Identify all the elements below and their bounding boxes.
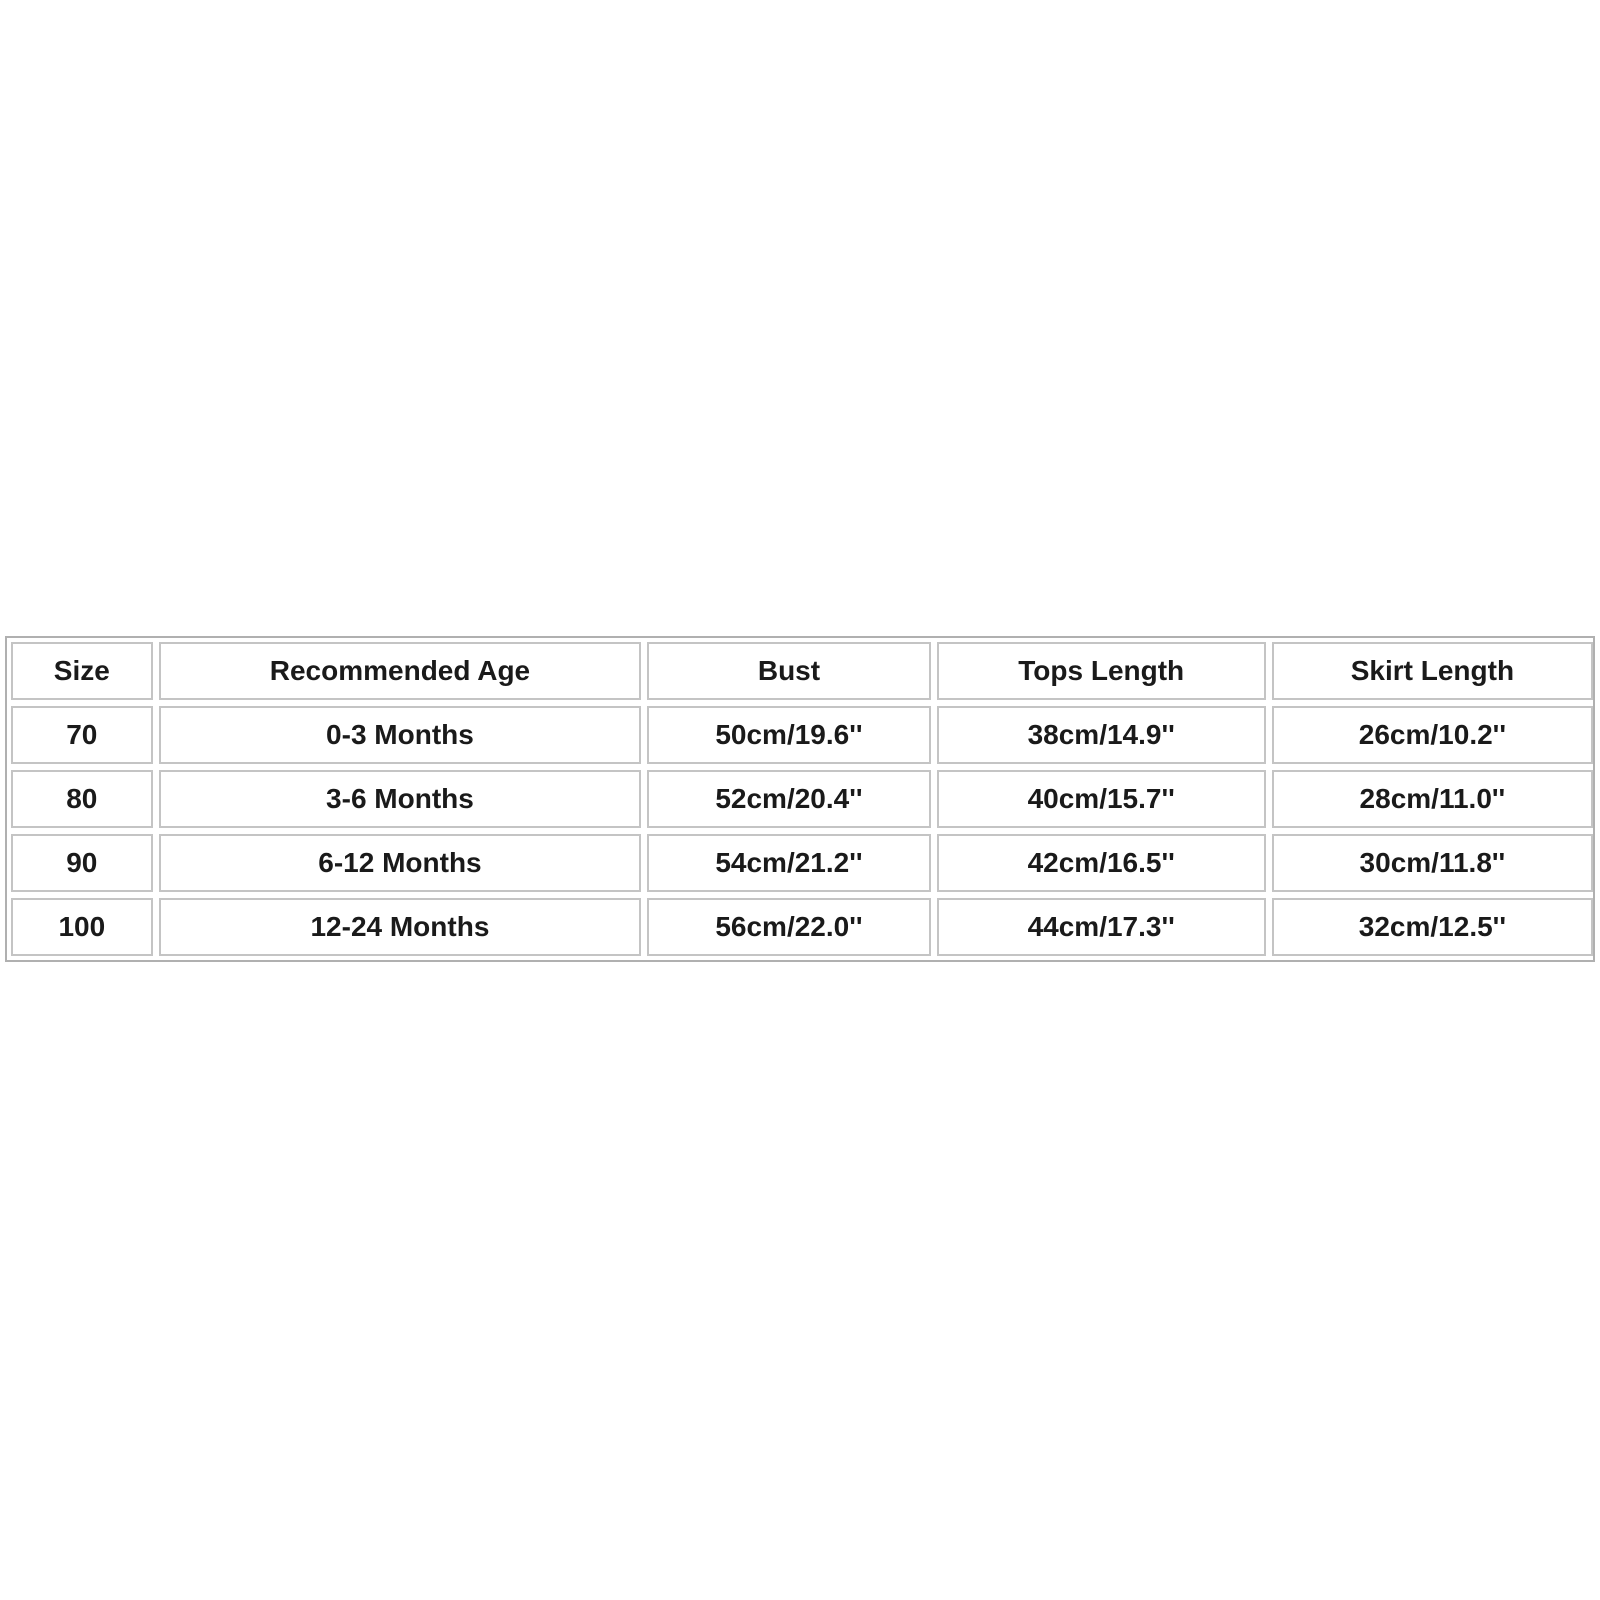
cell-skirt-length: 30cm/11.8'': [1272, 834, 1593, 892]
table-row: [11, 706, 1593, 764]
cell-size: 100: [11, 898, 153, 956]
table-row: [11, 770, 1593, 828]
cell-size: 90: [11, 834, 153, 892]
cell-recommended-age: 12-24 Months: [159, 898, 642, 956]
cell-bust: 52cm/20.4'': [647, 770, 930, 828]
size-table: [5, 636, 1599, 962]
cell-skirt-length: 32cm/12.5'': [1272, 898, 1593, 956]
header-skirt-length: Skirt Length: [1272, 642, 1593, 700]
size-chart: [5, 636, 1595, 962]
cell-skirt-length: 26cm/10.2'': [1272, 706, 1593, 764]
cell-bust: 56cm/22.0'': [647, 898, 930, 956]
cell-bust: 50cm/19.6'': [647, 706, 930, 764]
cell-size: 80: [11, 770, 153, 828]
cell-skirt-length: 28cm/11.0'': [1272, 770, 1593, 828]
cell-recommended-age: 0-3 Months: [159, 706, 642, 764]
header-size: Size: [11, 642, 153, 700]
cell-recommended-age: 3-6 Months: [159, 770, 642, 828]
header-recommended-age: Recommended Age: [159, 642, 642, 700]
cell-tops-length: 38cm/14.9'': [937, 706, 1266, 764]
cell-bust: 54cm/21.2'': [647, 834, 930, 892]
cell-tops-length: 42cm/16.5'': [937, 834, 1266, 892]
header-bust: Bust: [647, 642, 930, 700]
header-row: [11, 642, 1593, 700]
header-tops-length: Tops Length: [937, 642, 1266, 700]
cell-recommended-age: 6-12 Months: [159, 834, 642, 892]
cell-size: 70: [11, 706, 153, 764]
table-row: [11, 898, 1593, 956]
table-row: [11, 834, 1593, 892]
cell-tops-length: 40cm/15.7'': [937, 770, 1266, 828]
cell-tops-length: 44cm/17.3'': [937, 898, 1266, 956]
